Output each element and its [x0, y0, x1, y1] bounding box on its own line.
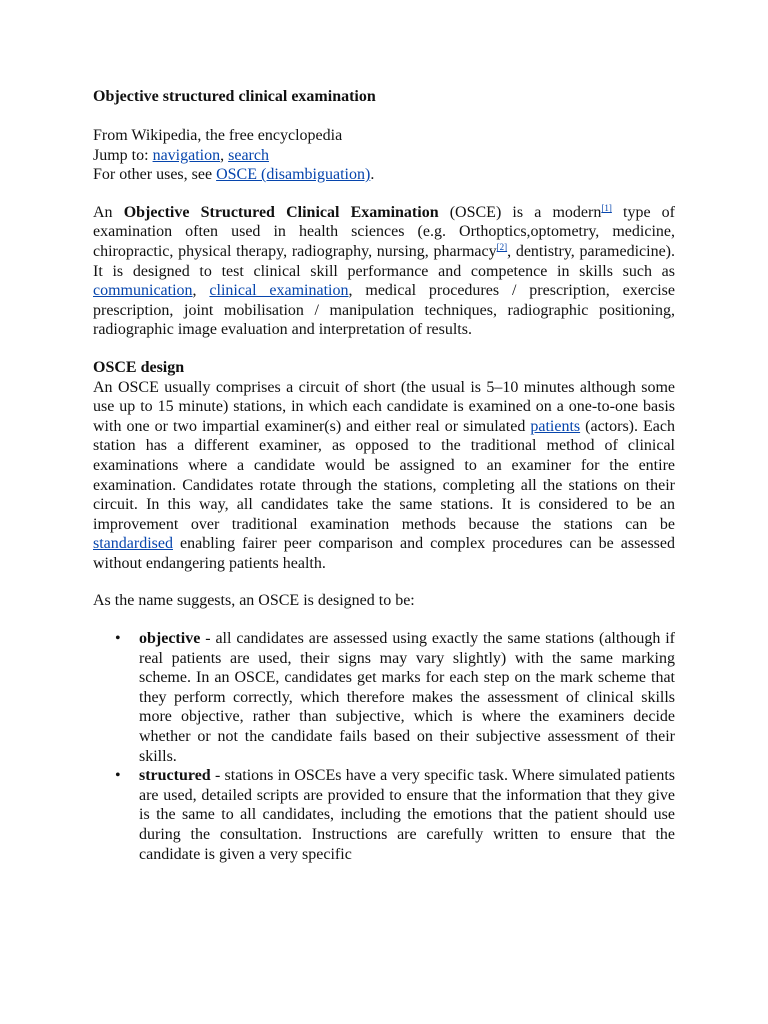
jump-prefix: Jump to: [93, 146, 153, 164]
jump-line [93, 146, 675, 166]
design-goals-list [93, 629, 675, 864]
source-line: From Wikipedia, the free encyclopedia [93, 127, 343, 144]
patients-link[interactable]: patients [530, 417, 581, 435]
list-item-term: objective [139, 630, 201, 648]
search-link[interactable]: search [228, 146, 269, 164]
intro-bold-term: Objective Structured Clinical Examination [123, 203, 439, 221]
design-paragraph [93, 378, 675, 574]
other-uses-suffix: . [370, 166, 375, 184]
disambiguation-link[interactable]: OSCE (disambiguation) [216, 166, 371, 184]
suggests-paragraph: As the name suggests, an OSCE is designed to be: [93, 592, 415, 610]
section-heading-osce-design: OSCE design [93, 358, 185, 376]
standardised-link[interactable]: standardised [93, 535, 173, 553]
list-item-text: - stations in OSCEs have a very specific task. Where simulated patients are used, detailed scripts are provided to ensure that the information that they give is the same to all candidates, including the emotions that the patient should use during the consultation. Instructions are carefully written to ensure that the candidate is given a very specific [139, 767, 675, 863]
other-uses-prefix: For other uses, see [93, 166, 217, 184]
article-page [93, 86, 675, 864]
intro-text-6: , medical procedures / prescription, exercise prescription, joint mobilisation / manipulation techniques, radiographic positioning, radiographic image evaluation and interpretation of results. [93, 282, 676, 339]
intro-text-2: (OSCE) is a modern [438, 203, 602, 221]
intro-text-3: type of examination often used in health sciences (e.g. Orthoptics,optometry, medicine, chiropractic, physical therapy, radiography, nursing, pharmacy [93, 203, 676, 260]
reference-2-link[interactable]: [2] [496, 241, 508, 252]
communication-link[interactable]: communication [93, 282, 193, 300]
jump-separator: , [220, 146, 229, 164]
reference-2 [497, 242, 508, 252]
design-text-2: (actors). Each station has a different examiner, as opposed to the traditional method of clinical examinations where a candidate would be assigned to an examiner for the entire examination. Candidates rotate through the stations, completing all the stations on their circuit. In this way, all candidates take the same stations. It is considered to be an improvement over traditional examination methods because the stations can be [93, 417, 675, 533]
article-meta [93, 126, 675, 185]
page-title: Objective structured clinical examination [93, 88, 376, 105]
intro-text-4: , dentistry, paramedicine). It is designed to test clinical skill performance and competence in skills such as [93, 242, 676, 280]
reference-1-link[interactable]: [1] [601, 202, 612, 213]
navigation-link[interactable]: navigation [152, 146, 221, 164]
intro-paragraph [93, 203, 675, 340]
list-item [115, 766, 675, 864]
clinical-examination-link[interactable]: clinical examination [209, 282, 349, 300]
list-item-text: - all candidates are assessed using exactly the same stations (although if real patients are used, their signs may vary slightly) with the same marking scheme. In an OSCE, candidates get marks for each step on the mark scheme that they perform correctly, which therefore makes the assessment of clinical skills more objective, rather than subjective, which is where the examiners decide whether or not the candidate fails based on their subjective assessment of their skills. [139, 630, 675, 765]
list-item [115, 629, 675, 766]
intro-text-5: , [192, 282, 210, 300]
design-text-1: An OSCE usually comprises a circuit of short (the usual is 5–10 minutes although some use up to 15 minute) stations, in which each candidate is examined on a one-to-one basis with one or two impartial examiner(s) and either real or simulated [93, 378, 675, 435]
intro-text-1: An [93, 203, 124, 221]
other-uses-line [93, 165, 675, 185]
bullet-icon: • [115, 630, 121, 648]
bullet-icon: • [115, 767, 121, 785]
reference-1 [601, 203, 612, 213]
design-text-3: enabling fairer peer comparison and complex procedures can be assessed without endangering patients health. [93, 535, 675, 572]
list-item-term: structured [139, 767, 211, 785]
